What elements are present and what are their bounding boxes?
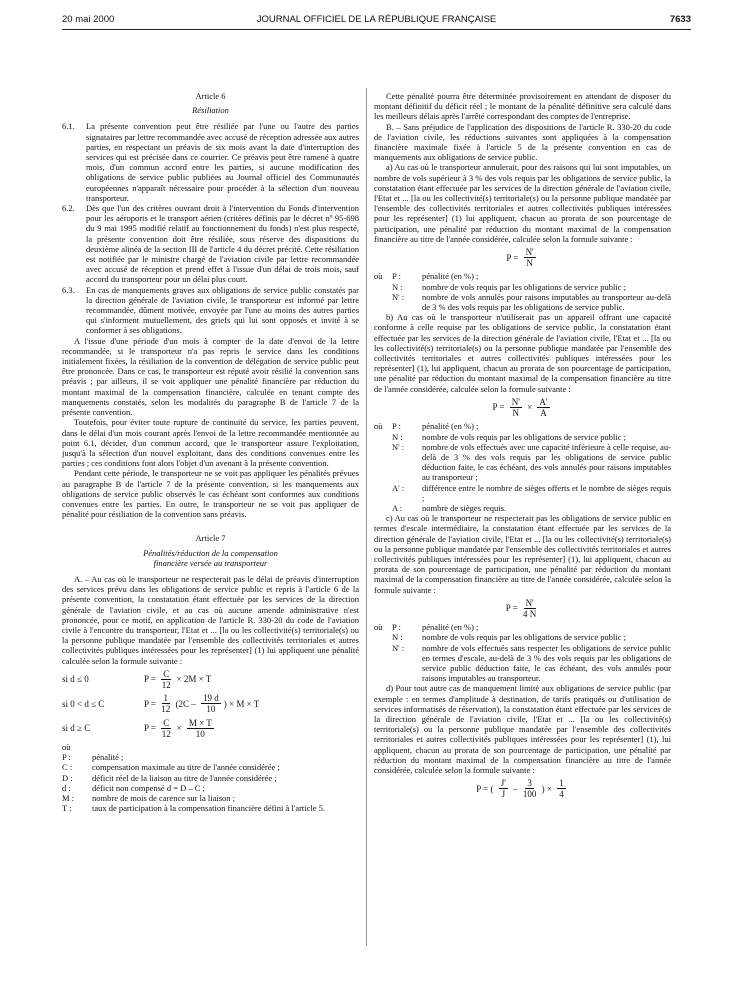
definition-prefix (374, 503, 392, 513)
paragraph-b: b) Au cas où le transporteur n'utiliserait pas un appareil offrant une capacité conforme à celle requise par les obligations de service public, la constatation étant effectuée par les services de la direction générale de l'aviation civile, l'Etat et ... [la ou les collectivité(s) territoriale(s) ou la personne publique mandatée par l'ensemble des collectivités territoriales et autres collectivités publiques intéressées pour les représenter] (1), lui appliquent, chacun au prorata de son pourcentage de participation, une pénalité par réduction du montant maximal de la compensation financière au titre de l'année considérée, calculée selon la formule suivante : (374, 312, 671, 394)
definition-prefix (374, 282, 392, 292)
definition-key: T : (62, 803, 72, 814)
clause-text: En cas de manquements graves aux obligations de service public constatés par la direction générale de l'aviation civile, le transporteur est informé par lettre recommandée, dûment motivée, envoyée par l'une au moins des autres parties qui s'informent mutuellement, des griefs qui lui sont opposés et invité à se conformer à ses obligations. (86, 284, 359, 336)
article-7-title: Article 7 (195, 533, 226, 544)
article-7-subtitle-line2: financière versée au transporteur (153, 557, 268, 568)
definition-value: nombre de vols requis par les obligations de service public ; (422, 632, 626, 643)
paragraph: Pendant cette période, le transporteur ne se voit pas appliquer les pénalités prévues au paragraphe B de l'article 7 de la présente convention, si les manquements aux obligations de service public observés le cas échéant sont conformes aux conditions convenues entre les parties. En outre, le transporteur ne se voit pas appliquer de pénalité pour résiliation de la convention sans préavis. (62, 468, 359, 520)
definition-prefix (374, 442, 392, 483)
page-header (62, 14, 691, 28)
definitions-list-b (374, 421, 671, 513)
formula-c: P = $\frac{N'}{4 N}$ (505, 597, 537, 619)
definition-item (374, 503, 671, 513)
definitions-list (62, 752, 359, 813)
right-column (374, 91, 671, 951)
paragraph: A l'issue d'une période d'un mois à compter de la date d'envoi de la lettre recommandée, si le transporteur n'a pas repris le service dans les conditions initialement fixées, la résiliation de la convention de délégation de service public peut être prononcée. Dans ce cas, le transporteur est réputé avoir résilié la convention sans préavis ; par ailleurs, il se voit appliquer une pénalité financière par réduction du montant maximal de la compensation financière, calculée en tenant compte des manquements constatés, selon les modalités du paragraphe B de l'article 7 de la présente convention. (62, 335, 359, 418)
formula-row-1: si d ≤ 0 P = $\frac{C}{12}$ × 2M × T (62, 668, 212, 690)
definition-key: N : (392, 281, 403, 292)
clause-6-3 (62, 285, 359, 336)
definition-key: N' : (392, 291, 405, 302)
definition-item (62, 762, 359, 772)
clause-6-2 (62, 203, 359, 285)
definition-value: nombre de vols requis par les obligations de service public ; (422, 281, 626, 292)
definition-item (374, 622, 671, 632)
paragraph: Cette pénalité pourra être déterminée provisoirement en attendant de disposer du montant définitif du déficit réel ; le montant de la pénalité définitive sera calculé dans les meilleurs délais après l'arrêté correspondant des comptes de l'entreprise. (374, 91, 671, 122)
definition-key: N : (392, 431, 403, 442)
definition-item (374, 282, 671, 292)
definition-value: nombre de vols effectués avec une capacité inférieure à celle requise, au-delà de 3 % des vols requis par les obligations de service public déduction faite, le cas échéant, des vols annulés pour raisons imputables au transporteur ; (422, 441, 671, 483)
definition-value: déficit réel de la liaison au titre de l'année considérée ; (92, 772, 277, 783)
definition-key: d : (62, 782, 71, 793)
header-title: JOURNAL OFFICIEL DE LA RÉPUBLIQUE FRANÇAISE (256, 14, 497, 25)
definition-key: N' : (392, 441, 405, 452)
definition-value: pénalité (en %) ; (422, 421, 479, 432)
clause-text: La présente convention peut être résiliée par l'une ou l'autre des parties signataires par lettre recommandée avec accusé de réception adressée aux autres parties, en respectant un préavis de six mois avant la date d'interruption des services qui est précisée dans ce courrier. Ce préavis peut être ramené à quatre mois, d'un commun accord entre les parties, si aucune modification des obligations de service public publiées au Journal officiel des Communautés européennes n'apparaît nécessaire pour procéder à la sélection d'un nouveau transporteur. (86, 121, 359, 203)
paragraph-a: a) Au cas où le transporteur annulerait, pour des raisons qui lui sont imputables, un nombre de vols supérieur à 3 % des vols requis par les obligations de service public, la constatation étant effectuée par les services de la direction générale de l'aviation civile, l'Etat et ... [la ou les collectivité(s) territoriale(s) ou la personne publique mandatée par l'ensemble des collectivités territoriales et autres collectivités publiques intéressées pour les représenter] (1) lui appliquent, chacun au prorata de son pourcentage de participation, une pénalité par réduction du montant maximal de la compensation financière au titre de l'année considérée, calculée selon la formule suivante : (374, 162, 671, 244)
formula-d: P = ( $\frac{J'}{J}$ – $\frac{3}{100}$ ) × $\frac{1}{4}$ (476, 778, 564, 800)
header-date: 20 mai 2000 (62, 14, 115, 25)
definition-item (374, 483, 671, 503)
definition-item (374, 432, 671, 442)
definition-key: P : (392, 421, 401, 432)
definition-item (62, 793, 359, 803)
definition-value: taux de participation à la compensation financière défini à l'article 5. (92, 803, 326, 814)
formula-row-3: si d ≥ C P = $\frac{C}{12}$ × $\frac{M \times T}{10}$ (62, 717, 212, 739)
definition-key: D : (62, 772, 73, 783)
definition-prefix: où (374, 421, 383, 432)
where-label: où (62, 741, 71, 752)
clause-number: 6.2. (62, 203, 75, 214)
definition-prefix (374, 632, 392, 642)
definition-item (62, 783, 359, 793)
column-separator (366, 88, 367, 946)
definition-key: A' : (392, 482, 405, 493)
definitions-list-a (374, 271, 671, 312)
article-6-title: Article 6 (195, 91, 226, 101)
definition-prefix (374, 432, 392, 442)
definition-value: pénalité (en %) ; (422, 622, 479, 633)
definition-item (62, 752, 359, 762)
formula-b: P = $\frac{N'}{N}$ × $\frac{A'}{A}$ (492, 396, 548, 419)
paragraph: Toutefois, pour éviter toute rupture de continuité du service, les parties peuvent, dans le délai d'un mois courant après l'envoi de la lettre recommandée mentionnée au point 6.1, décider, d'un commun accord, que le transporteur assure l'exploitation, jusqu'à la sélection d'un nouvel exploitant, dans des conditions convenues entre les parties ; ces conditions font alors l'objet d'un avenant à la présente convention. (62, 417, 359, 469)
formula-condition: si 0 < d ≤ C (62, 698, 105, 709)
clause-text: Dès que l'un des critères ouvrant droit à l'intervention du Fonds d'intervention pour les aéroports et le transport aérien (critères définis par le décret nº 95-698 du 9 mai 1995 modifié relatif au fonctionnement du fonds) n'est plus respecté, la présente convention doit être résiliée, sous réserve des dispositions du deuxième alinéa de la section III de l'article 4 du décret précité. Cette résiliation est notifiée par le ministre chargé de l'aviation civile par lettre recommandée avec accusé de réception et prend effet à l'issue d'un délai de trois mois, sauf accord du transporteur pour un délai plus court. (86, 203, 359, 285)
definitions-list-c (374, 622, 671, 683)
definition-item (374, 271, 671, 281)
definition-key: M : (62, 793, 75, 803)
definition-item (374, 442, 671, 483)
definition-key: P : (392, 622, 401, 633)
clause-6-1 (62, 121, 359, 203)
definition-key: C : (62, 762, 73, 773)
definition-value: différence entre le nombre de sièges offerts et le nombre de sièges requis ; (422, 482, 671, 503)
paragraph-c: c) Au cas où le transporteur ne respecterait pas les obligations de service public en termes d'escale intermédiaire, la constatation étant effectuée par les services de la direction générale de l'aviation civile, l'Etat et ... [la ou les collectivité(s) territoriale(s) ou la personne publique mandatée par l'ensemble des collectivités territoriales et autres collectivités publiques intéressées pour les représenter] (1), lui appliquent, chacun au prorata de son pourcentage de participation, une pénalité par réduction du montant maximal de la compensation financière au titre de l'année considérée, calculée selon la formule suivante : (374, 513, 671, 595)
article-6-subtitle: Résiliation (192, 105, 229, 116)
definition-intro (62, 742, 359, 752)
definition-value: compensation maximale au titre de l'année considérée ; (92, 762, 280, 773)
article-7-subtitle-line1: Pénalités/réduction de la compensation (143, 547, 278, 558)
formula-row-2: si 0 < d ≤ C P = $\frac{1}{12}$ (2C – $\frac{19 d}{10}$ ) × M × T (62, 693, 260, 715)
definition-item (62, 803, 359, 813)
definition-prefix (374, 643, 392, 684)
definition-key: P : (392, 271, 401, 282)
definition-value: nombre de vols annulés pour raisons imputables au transporteur au-delà de 3 % des vols requis par les obligations de service public. (422, 291, 671, 313)
header-page-number: 7633 (669, 14, 691, 25)
definition-item (374, 632, 671, 642)
formula-condition: si d ≤ 0 (62, 674, 89, 685)
clause-number: 6.3. (62, 284, 75, 295)
definition-item (374, 421, 671, 431)
paragraph-d: d) Pour tout autre cas de manquement limité aux obligations de service public (par exemple : en termes d'amplitude à destination, de tarifs pratiqués ou d'utilisation de services informatisés de réservation), la constatation étant effectuée par les services de la direction générale de l'aviation civile, l'Etat et ... [la ou les collectivité(s) territoriale(s) ou la personne publique mandatée par l'ensemble des collectivités territoriales et autres collectivités publiques intéressées pour les représenter] (1), lui appliquent, chacun au prorata de son pourcentage de participation, une pénalité par réduction du montant maximal de la compensation financière au titre de l'année considérée, calculée selon la formule suivante : (374, 683, 671, 775)
definition-item (374, 292, 671, 312)
paragraph: A. – Au cas où le transporteur ne respecterait pas le délai de préavis d'interruption des services prévu dans les obligations de service public et repris à l'article 6 de la présente convention, la constatation étant effectuée par les services de la direction générale de l'aviation civile, et au cas où aucune amende administrative n'est prononcée, pour ce motif, en application de l'article R. 330-20 du code de l'aviation civile à l'encontre du transporteur, l'Etat et ... [la ou les collectivité(s) territoriale(s) ou la personne publique mandatée par l'ensemble des collectivités territoriales et autres collectivités publiques intéressées pour les représenter] (1) lui appliquent une pénalité calculée selon la formule suivante : (62, 573, 359, 666)
definition-value: déficit non compensé d = D – C ; (92, 782, 205, 793)
left-column (62, 91, 359, 951)
formula-a: P = $\frac{N'}{N}$ (506, 247, 534, 269)
definition-key: P : (62, 752, 71, 763)
definition-item (62, 773, 359, 783)
header-rule (62, 29, 691, 30)
definition-key: N : (392, 632, 403, 643)
definition-prefix: où (374, 271, 383, 282)
clause-number: 6.1. (62, 121, 75, 132)
definition-key: A : (392, 502, 403, 513)
definition-key: N' : (392, 642, 405, 653)
paragraph: B. – Sans préjudice de l'application des dispositions de l'article R. 330-20 du code de l'aviation civile, les réductions suivantes sont appliquées à la compensation financière maximale fixée à l'article 5 de la présente convention en cas de manquements aux obligations de service public. (374, 121, 671, 163)
definition-value: nombre de mois de carence sur la liaison ; (92, 793, 236, 803)
definition-value: nombre de vols requis par les obligations de service public ; (422, 431, 626, 442)
definition-value: nombre de vols effectués sans respecter les obligations de service public en termes d'escale, au-delà de 3 % des vols requis par les obligations de service public déduction faite, le cas échéant, des vols annulés pour raisons imputables au transporteur. (422, 642, 671, 684)
definition-prefix: où (374, 622, 383, 633)
definition-item (374, 643, 671, 684)
definition-prefix (374, 483, 392, 503)
definition-prefix (374, 292, 392, 312)
definition-value: pénalité ; (92, 752, 124, 763)
definition-value: pénalité (en %) ; (422, 271, 479, 282)
definition-value: nombre de sièges requis. (422, 502, 507, 513)
formula-condition: si d ≥ C (62, 723, 91, 734)
